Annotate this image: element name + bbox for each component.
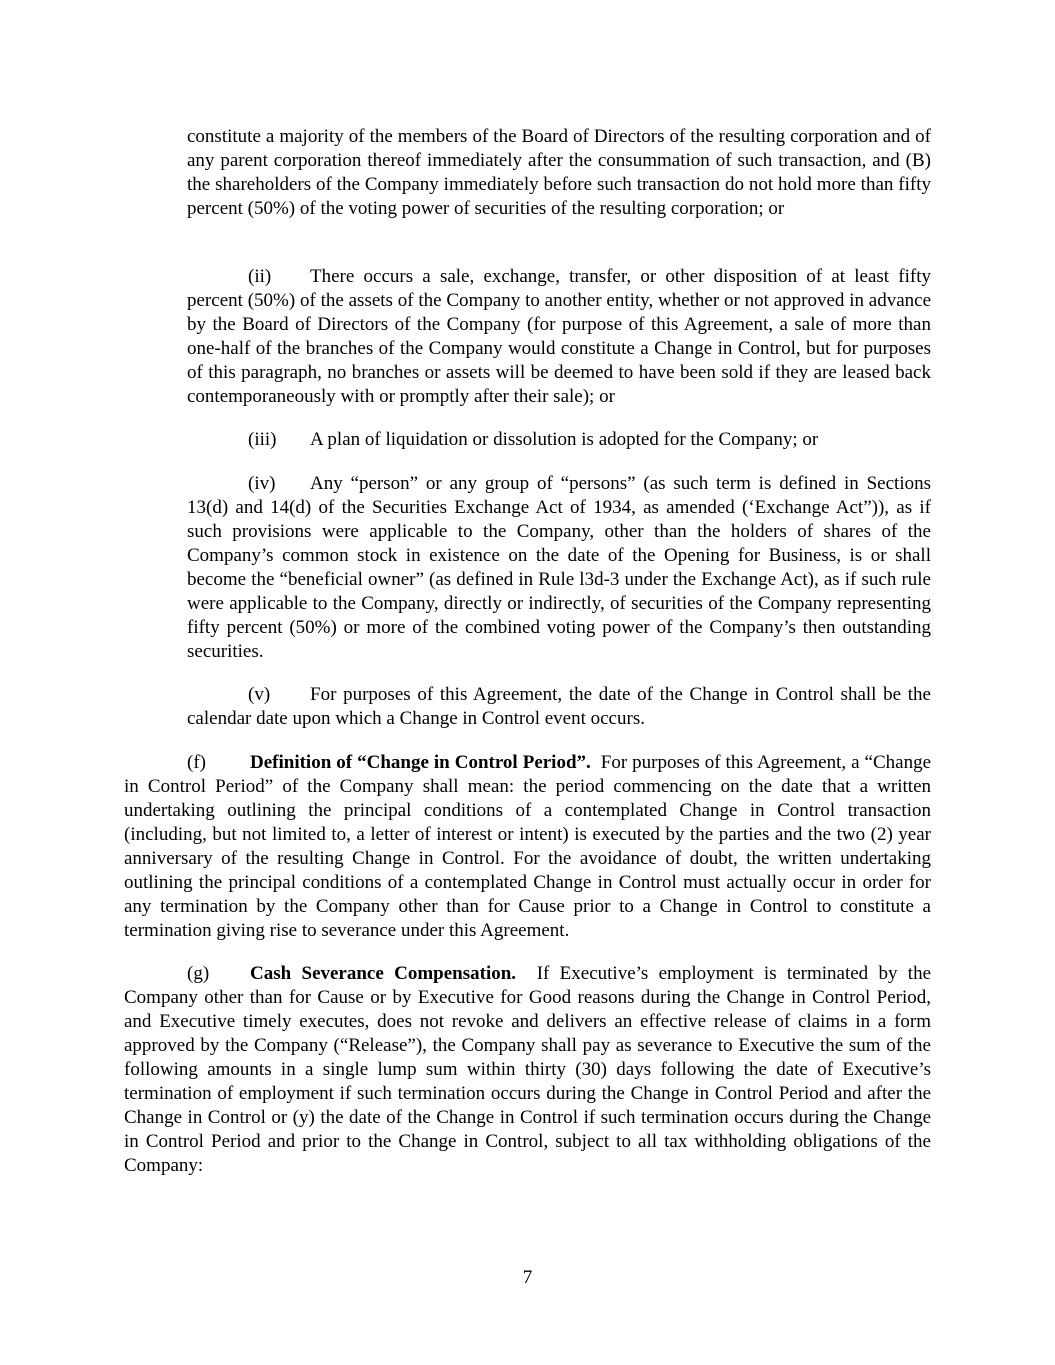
clause-marker: (ii) <box>248 266 272 287</box>
section-f <box>124 751 931 943</box>
clause-text: A plan of liquidation or dissolution is adopted for the Company; or <box>310 429 819 450</box>
clause-marker: (iv) <box>248 473 276 494</box>
section-heading: Definition of “Change in Control Period”. <box>250 752 591 773</box>
page-number: 7 <box>522 1267 533 1288</box>
clause-marker: (v) <box>248 684 271 705</box>
continuation-paragraph: constitute a majority of the members of the Board of Directors of the resulting corporation and of any parent corporation thereof immediately after the consummation of such transaction, and (B) the shareholders of the Company immediately before such transaction do not hold more than fifty percent (50%) of the voting power of securities of the resulting corporation; or <box>187 126 931 219</box>
clause-v <box>187 683 931 731</box>
clause-marker: (iii) <box>248 429 277 450</box>
clause-ii <box>187 265 931 409</box>
clause-text: Any “person” or any group of “persons” (as such term is defined in Sections 13(d) and 14(d) of the Securities Exchange Act of 1934, as amended (‘Exchange Act”)), as if such provisions were applicable to the Company, other than the holders of shares of the Company’s common stock in existence on the date of the Opening for Business, is or shall become the “beneficial owner” (as defined in Rule l3d-3 under the Exchange Act), as if such rule were applicable to the Company, directly or indirectly, of securities of the Company representing fifty percent (50%) or more of the combined voting power of the Company’s then outstanding securities. <box>187 473 931 662</box>
section-heading: Cash Severance Compensation. <box>250 963 517 984</box>
section-marker: (f) <box>187 752 206 773</box>
clause-text: For purposes of this Agreement, the date of the Change in Control shall be the calendar date upon which a Change in Control event occurs. <box>187 684 931 729</box>
clause-text: There occurs a sale, exchange, transfer, or other disposition of at least fifty percent (50%) of the assets of the Company to another entity, whether or not approved in advance by the Board of Directors of the Company (for purpose of this Agreement, a sale of more than one-half of the branches of the Company would constitute a Change in Control, but for purposes of this paragraph, no branches or assets will be deemed to have been sold if they are leased back contemporaneously with or promptly after their sale); or <box>187 266 931 407</box>
section-g <box>124 962 931 1178</box>
section-text: For purposes of this Agreement, a “Change in Control Period” of the Company shall mean: the period commencing on the date that a written undertaking outlining the principal conditions of a contemplated Change in Control transaction (including, but not limited to, a letter of interest or intent) is executed by the parties and the two (2) year anniversary of the resulting Change in Control. For the avoidance of doubt, the written undertaking outlining the principal conditions of a contemplated Change in Control must actually occur in order for any termination by the Company other than for Cause prior to a Change in Control to constitute a termination giving rise to severance under this Agreement. <box>124 752 932 941</box>
clause-iv <box>187 472 931 664</box>
clause-iii <box>187 428 931 452</box>
section-text: If Executive’s employment is terminated by the Company other than for Cause or by Executive for Good reasons during the Change in Control Period, and Executive timely executes, does not revoke and delivers an effective release of claims in a form approved by the Company (“Release”), the Company shall pay as severance to Executive the sum of the following amounts in a single lump sum within thirty (30) days following the date of Executive’s termination of employment if such termination occurs during the Change in Control Period and after the Change in Control or (y) the date of the Change in Control if such termination occurs during the Change in Control Period and prior to the Change in Control, subject to all tax withholding obligations of the Company: <box>124 963 932 1176</box>
section-marker: (g) <box>187 963 210 984</box>
